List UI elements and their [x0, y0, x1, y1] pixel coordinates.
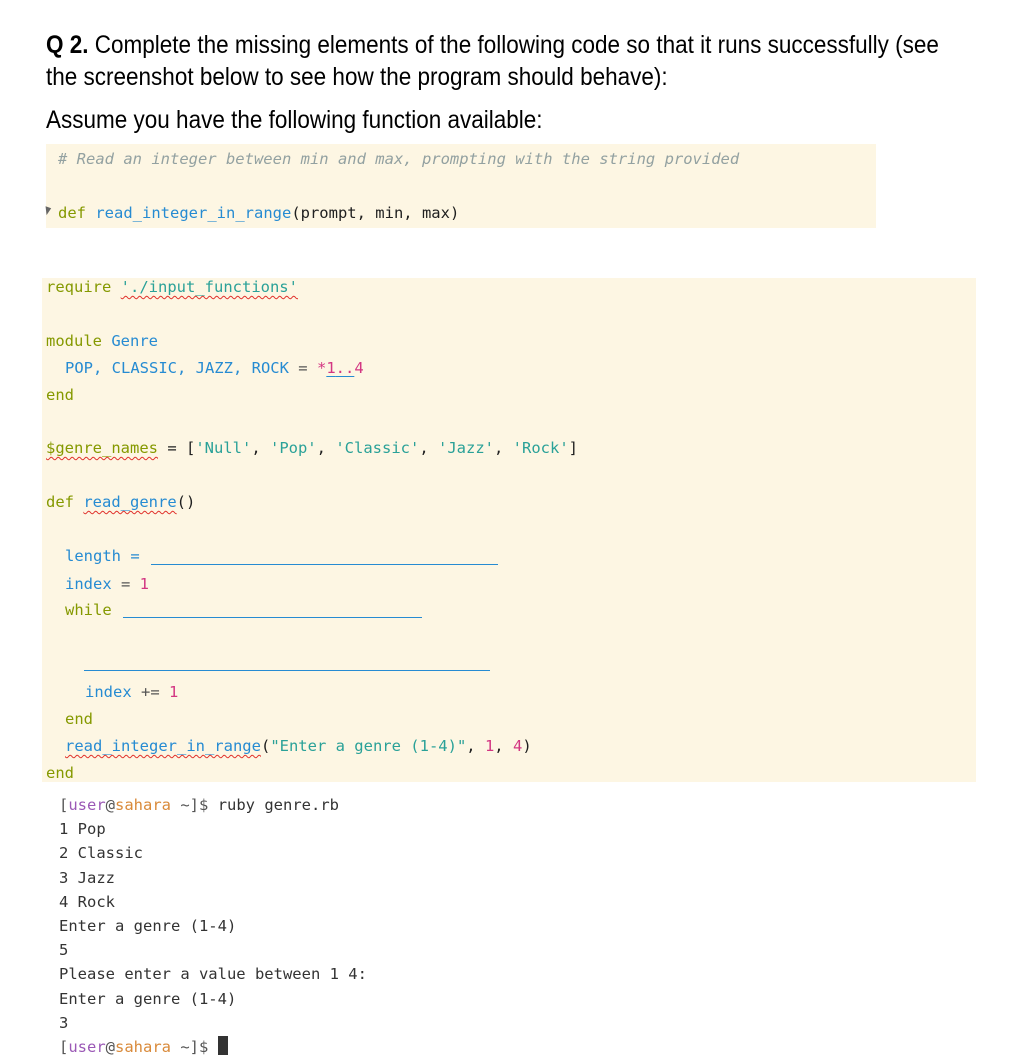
prompt-user: user	[68, 1038, 106, 1056]
index-assign: =	[111, 575, 140, 593]
range-dots: ..	[335, 359, 355, 377]
call-string: "Enter a genre (1-4)"	[270, 737, 467, 755]
module-keyword: module	[46, 332, 102, 350]
gvar-assign: = [	[157, 439, 196, 457]
method-end: end	[46, 764, 74, 782]
while-keyword: while	[65, 601, 112, 619]
call-arg-1: 1	[484, 737, 495, 755]
terminal-output-line: Please enter a value between 1 4:	[59, 965, 367, 983]
function-params: (prompt, min, max)	[291, 204, 460, 222]
range-start: 1	[326, 359, 336, 377]
constants-assign: =	[288, 359, 317, 377]
constants-line	[65, 358, 364, 378]
method-name: read_genre	[83, 493, 177, 511]
terminal-output-line: 2 Classic	[59, 844, 143, 862]
name-4: 'Rock'	[512, 439, 569, 457]
signature-def-line	[58, 203, 459, 223]
call-sep-2: ,	[494, 737, 513, 755]
module-end: end	[46, 386, 74, 404]
increment-line	[85, 682, 178, 702]
method-parens: ()	[176, 493, 196, 511]
question-text-1: Complete the missing elements of the following code so that it runs successfully (see	[88, 31, 939, 59]
signature-comment: # Read an integer between min and max, prompting with the string provided	[58, 150, 740, 168]
call-arg-2: 4	[512, 737, 523, 755]
splat-operator: *	[316, 359, 327, 377]
name-2: 'Classic'	[335, 439, 420, 457]
function-name: read_integer_in_range	[95, 204, 292, 222]
module-line	[46, 331, 158, 351]
prompt-user: user	[68, 796, 106, 814]
prompt-host: sahara	[115, 1038, 172, 1056]
call-sep-1: ,	[466, 737, 485, 755]
method-def-line	[46, 492, 195, 512]
terminal-final-prompt	[59, 1035, 228, 1059]
terminal-output-line: 5	[59, 941, 69, 959]
terminal-command: ruby genre.rb	[217, 796, 340, 814]
increment-var: index	[85, 683, 132, 701]
names-close: ]	[568, 439, 579, 457]
terminal-output-line: Enter a genre (1-4)	[59, 917, 237, 935]
terminal-output-line: 4 Rock	[59, 893, 115, 911]
prompt-rest: ~]$	[171, 1038, 218, 1056]
terminal-output-line: 3	[59, 1014, 69, 1032]
terminal-output-line: 1 Pop	[59, 820, 106, 838]
length-label: length =	[65, 547, 140, 565]
question-label: Q 2.	[46, 31, 89, 59]
call-line	[65, 736, 532, 756]
call-open: (	[260, 737, 271, 755]
terminal-cursor	[218, 1036, 228, 1055]
blank-while-condition[interactable]	[123, 617, 422, 618]
prompt-bracket: [	[59, 1038, 69, 1056]
prompt-at: @	[105, 1038, 116, 1056]
genre-names-line: $genre_names = ['Null', 'Pop', 'Classic', 'Jazz', 'Rock']	[46, 439, 579, 457]
terminal-output-line: Enter a genre (1-4)	[59, 990, 237, 1008]
terminal-command-line	[59, 793, 339, 817]
call-close: )	[522, 737, 532, 755]
range-expression	[326, 359, 354, 377]
method-def-keyword: def	[46, 493, 74, 511]
index-var: index	[65, 575, 112, 593]
constants-list: POP, CLASSIC, JAZZ, ROCK	[65, 359, 289, 377]
call-name: read_integer_in_range	[65, 737, 261, 755]
require-line	[46, 277, 298, 297]
global-var: $genre_names	[46, 439, 158, 457]
module-name: Genre	[111, 332, 159, 350]
question-text-2: the screenshot below to see how the program should behave):	[46, 63, 668, 91]
terminal-output-line: 3 Jazz	[59, 869, 115, 887]
assume-text: Assume you have the following function available:	[46, 106, 543, 134]
index-value: 1	[139, 575, 150, 593]
blank-length[interactable]	[151, 564, 498, 565]
name-1: 'Pop'	[269, 439, 317, 457]
range-end: 4	[354, 359, 364, 377]
increment-value: 1	[169, 683, 179, 701]
require-keyword: require	[46, 278, 112, 296]
blank-loop-body[interactable]	[84, 670, 490, 671]
name-0: 'Null'	[195, 439, 252, 457]
prompt-host: sahara	[115, 796, 172, 814]
prompt-at: @	[105, 796, 116, 814]
increment-op: +=	[131, 683, 169, 701]
while-end: end	[65, 710, 93, 728]
require-path: './input_functions'	[120, 278, 298, 296]
question-line-1	[46, 30, 939, 61]
prompt-bracket: [	[59, 796, 69, 814]
name-3: 'Jazz'	[438, 439, 494, 457]
code-block	[42, 278, 976, 782]
index-init-line	[65, 574, 149, 594]
def-keyword: def	[58, 204, 86, 222]
prompt-rest: ~]$	[171, 796, 218, 814]
